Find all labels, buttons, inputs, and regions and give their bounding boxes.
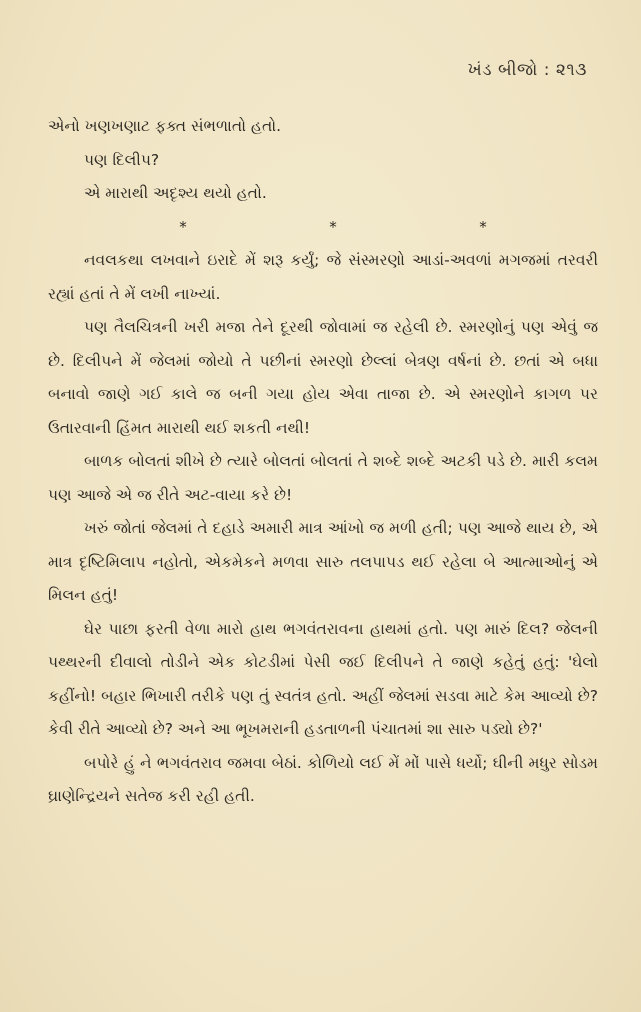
paragraph: નવલકથા લખવાને ઇરાદે મેં શરૂ કર્યું; જે સંસ્મરણો આડાં-અવળાં મગજમાં તરવરી રહ્યાં હતાં તે મેં લખી નાખ્યાં. — [48, 251, 598, 303]
paragraph: બાળક બોલતાં શીખે છે ત્યારે બોલતાં બોલતાં તે શબ્દે શબ્દે અટકી પડે છે. મારી કલમ પણ આજે એ જ રીતે અટ-વાયા કરે છે! — [48, 452, 598, 504]
paragraph: ઘેર પાછા ફરતી વેળા મારો હાથ ભગવંતરાવના હાથમાં હતો. પણ મારું દિલ? જેલની પથ્થરની દીવાલો તોડીને એક કોટડીમાં પેસી જઈ દિલીપને તે જાણે કહેતું હતું: 'ઘેલો કહીંનો! બહાર ભિખારી તરીકે પણ તું સ્વતંત્ર હતો. અહીં જેલમાં સડવા માટે કેમ આવ્યો છે? કેવી રીતે આવ્યો છે? અને આ ભૂખમરાની હડતાળની પંચાતમાં શા સારુ પડ્યો છે?' — [48, 619, 598, 738]
separator-star: * — [479, 217, 487, 236]
paragraph: પણ તૈલચિત્રની ખરી મજા તેને દૂરથી જોવામાં જ રહેલી છે. સ્મરણોનું પણ એવું જ છે. દિલીપને મેં જેલમાં જોયો તે પછીનાં સ્મરણો છેલ્લાં બેત્રણ વર્ષનાં છે. છતાં એ બધા બનાવો જાણે ગઈ કાલે જ બની ગયા હોય એવા તાજા છે. એ સ્મરણોને કાગળ પર ઉતારવાની હિંમત મારાથી થઈ શકતી નથી! — [48, 318, 598, 437]
separator-star: * — [179, 217, 187, 236]
text-line: એનો ખણખણાટ ફક્ત સંભળાતો હતો. — [48, 117, 282, 135]
section-separator — [48, 211, 598, 245]
paragraph: બપોરે હું ને ભગવંતરાવ જમવા બેઠાં. કોળિયો લઈ મેં મોં પાસે ધર્યો; ઘીની મધુર સોડમ ઘ્રાણેન્દ્રિયને સતેજ કરી રહી હતી. — [48, 753, 598, 805]
running-header: ખંડ બીજો : ૨૧૩ — [467, 60, 587, 80]
paragraph: ખરું જોતાં જેલમાં તે દહાડે અમારી માત્ર આંખો જ મળી હતી; પણ આજે થાય છે, એ માત્ર દૃષ્ટિમિલાપ નહોતો, એકમેકને મળવા સારુ તલપાપડ થઈ રહેલા બે આત્માઓનું એ મિલન હતું! — [48, 519, 598, 604]
page-body — [48, 110, 598, 814]
text-line: પણ દિલીપ? — [84, 150, 160, 169]
separator-star: * — [329, 217, 337, 236]
text-line: એ મારાથી અદૃશ્ય થયો હતો. — [84, 184, 267, 202]
